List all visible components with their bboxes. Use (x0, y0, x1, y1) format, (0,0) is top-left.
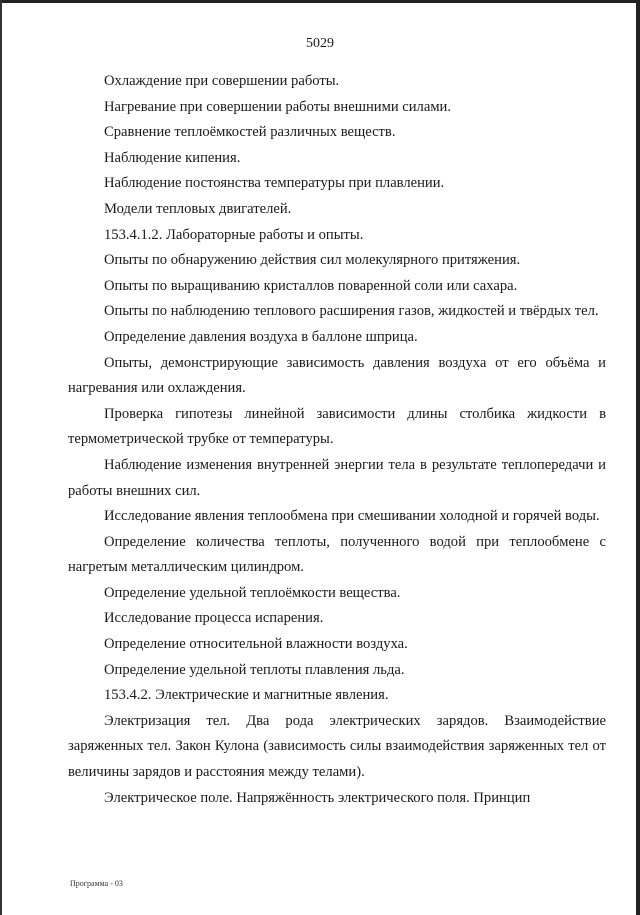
paragraph: Проверка гипотезы линейной зависимости длины столбика жидкости в термометрической трубке от температуры. (68, 405, 606, 448)
page-number: 5029 (306, 36, 334, 51)
scan-edge-left (0, 0, 2, 915)
section-heading: 153.4.2. Электрические и магнитные явления. (104, 687, 389, 704)
paragraph: Опыты по обнаружению действия сил молекулярного притяжения. (104, 252, 521, 269)
footer-label: Программа - 03 (70, 879, 123, 888)
paragraph: Наблюдение кипения. (104, 149, 241, 166)
paragraph: Определение давления воздуха в баллоне шприца. (104, 328, 418, 345)
paragraph: Исследование явления теплообмена при смешивании холодной и горячей воды. (104, 508, 600, 525)
paragraph: Электризация тел. Два рода электрических зарядов. Взаимодействие заряженных тел. Закон Кулона (зависимость силы взаимодействия заряженных тел от величины зарядов и расстояния между телами). (68, 712, 606, 781)
section-heading: 153.4.1.2. Лабораторные работы и опыты. (104, 226, 364, 243)
scan-edge-right (636, 0, 640, 915)
paragraph: Опыты по наблюдению теплового расширения газов, жидкостей и твёрдых тел. (104, 303, 599, 320)
paragraph: Электрическое поле. Напряжённость электрического поля. Принцип (104, 789, 531, 806)
paragraph: Определение удельной теплоёмкости вещества. (104, 584, 401, 601)
paragraph: Опыты по выращиванию кристаллов поваренной соли или сахара. (104, 277, 518, 294)
paragraph: Модели тепловых двигателей. (104, 200, 292, 217)
paragraph: Нагревание при совершении работы внешними силами. (104, 98, 452, 115)
paragraph: Наблюдение изменения внутренней энергии тела в результате теплопередачи и работы внешних сил. (68, 456, 606, 499)
paragraph: Наблюдение постоянства температуры при плавлении. (104, 175, 445, 192)
paragraph: Определение количества теплоты, полученного водой при теплообмене с нагретым металлическим цилиндром. (68, 533, 606, 576)
paragraph: Определение удельной теплоты плавления льда. (104, 661, 405, 678)
paragraph: Охлаждение при совершении работы. (104, 73, 340, 89)
document-body (68, 69, 606, 811)
scan-edge-top (0, 0, 640, 3)
paragraph: Опыты, демонстрирующие зависимость давления воздуха от его объёма и нагревания или охлаждения. (68, 354, 606, 397)
paragraph: Исследование процесса испарения. (104, 610, 324, 627)
paragraph: Сравнение теплоёмкостей различных веществ. (104, 124, 396, 141)
paragraph: Определение относительной влажности воздуха. (104, 636, 408, 653)
